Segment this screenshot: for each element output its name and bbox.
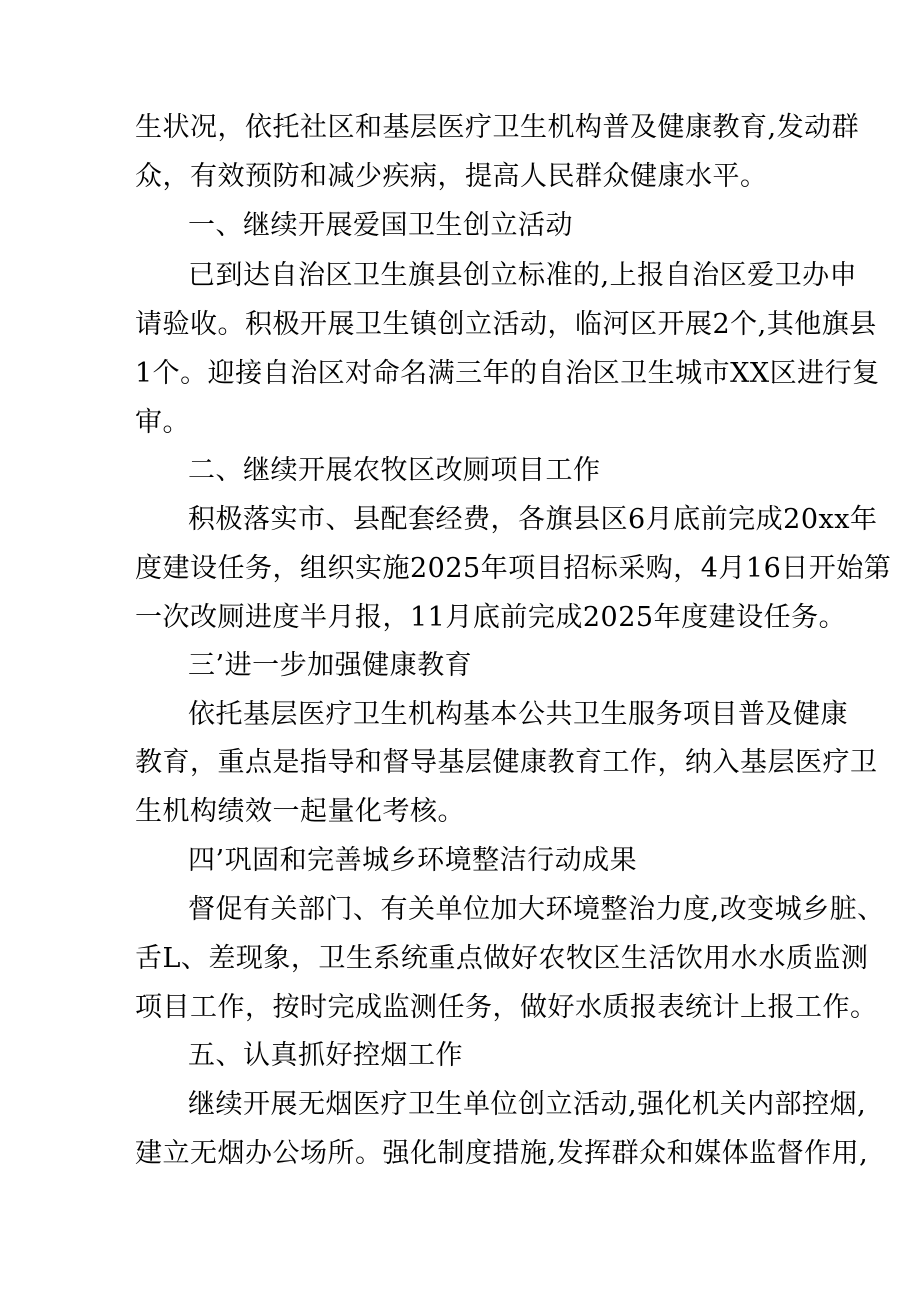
text-line: 生机构绩效一起量化考核。 — [135, 796, 465, 827]
text-line: 1个。迎接自治区对命名满三年的自治区卫生城市XX区进行复 — [135, 358, 880, 389]
text-line: 请验收。积极开展卫生镇创立活动，临河区开展2个,其他旗县 — [135, 309, 877, 340]
text-line: 积极落实市、县配套经费，各旗县区6月底前完成20xx年 — [188, 504, 878, 535]
section-heading: 三’进一步加强健康教育 — [188, 650, 473, 681]
section-heading: 一、继续开展爱国卫生创立活动 — [188, 210, 573, 241]
text-line: 督促有关部门、有关单位加大环境整治力度,改变城乡脏、 — [188, 894, 885, 925]
section-heading: 五、认真抓好控烟工作 — [188, 1040, 463, 1071]
text-line: 依托基层医疗卫生机构基本公共卫生服务项目普及健康 — [188, 699, 848, 730]
text-line: 继续开展无烟医疗卫生单位创立活动,强化机关内部控烟, — [188, 1089, 867, 1120]
section-heading: 二、继续开展农牧区改厕项目工作 — [188, 455, 601, 486]
text-line: 生状况，依托社区和基层医疗卫生机构普及健康教育,发动群 — [135, 112, 860, 143]
text-line: 审。 — [135, 407, 190, 438]
text-line: 度建设任务，组织实施2025年项目招标采购，4月16日开始第 — [135, 553, 892, 584]
text-line: 已到达自治区卫生旗县创立标准的,上报自治区爱卫办申 — [188, 260, 858, 291]
section-heading: 四’巩固和完善城乡环境整洁行动成果 — [188, 845, 638, 876]
text-line: 众，有效预防和减少疾病，提高人民群众健康水平。 — [135, 161, 768, 192]
text-line: 项目工作，按时完成监测任务，做好水质报表统计上报工作。 — [135, 992, 878, 1023]
text-line: 舌L、差现象，卫生系统重点做好农牧区生活饮用水水质监测 — [135, 943, 869, 974]
text-line: 一次改厕进度半月报，11月底前完成2025年度建设任务。 — [135, 602, 847, 633]
text-line: 建立无烟办公场所。强化制度措施,发挥群众和媒体监督作用, — [135, 1138, 869, 1169]
text-line: 教育，重点是指导和督导基层健康教育工作，纳入基层医疗卫 — [135, 747, 878, 778]
